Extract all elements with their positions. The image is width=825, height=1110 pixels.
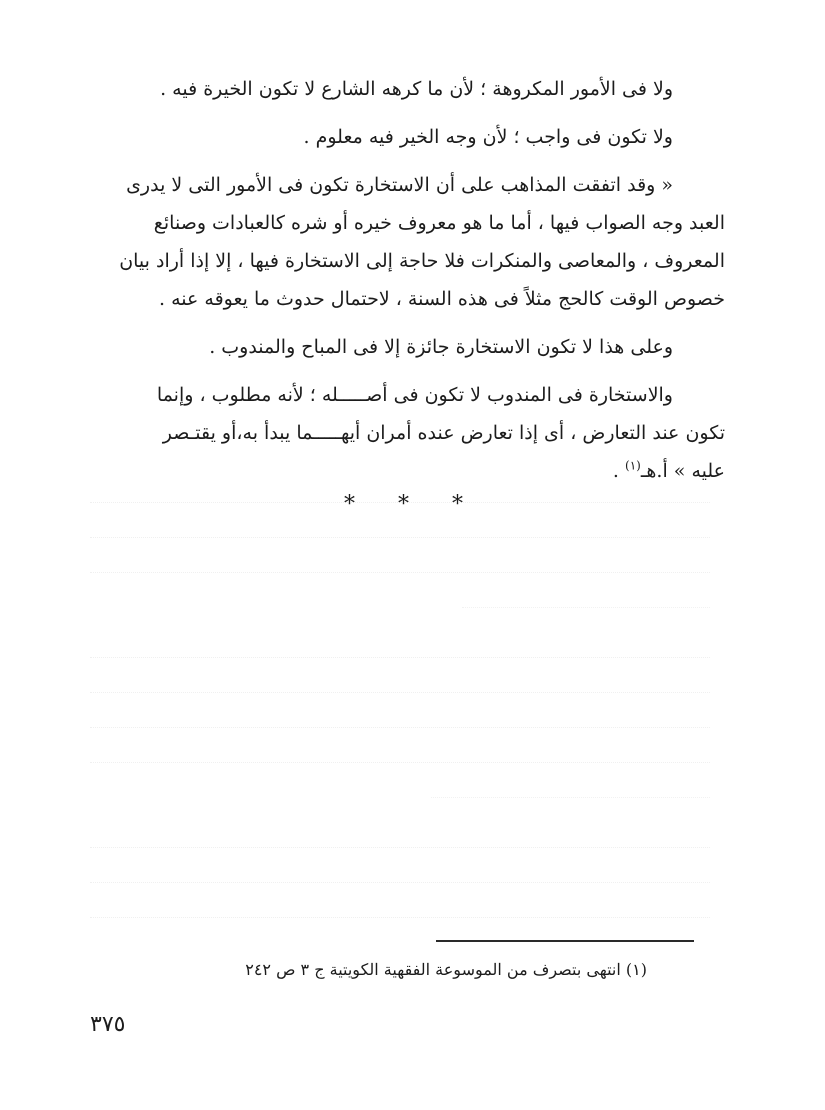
paragraph	[125, 376, 725, 490]
text-line: خصوص الوقت كالحج مثلاً فى هذه السنة ، لاحتمال حدوث ما يعوقه عنه .	[159, 288, 725, 310]
paragraph	[125, 118, 699, 156]
text-line: والاستخارة فى المندوب لا تكون فى أصـــــله ؛ لأنه مطلوب ، وإنما	[156, 384, 673, 406]
quote-paragraph	[119, 166, 725, 318]
bleed-through-texture	[90, 625, 710, 800]
paragraph	[125, 70, 699, 108]
footnote-divider	[436, 940, 694, 942]
paragraph	[125, 328, 699, 366]
text-line-end: عليه » أ.هـ	[640, 460, 725, 482]
text-line: ولا فى الأمور المكروهة ؛ لأن ما كرهه الشارع لا تكون الخيرة فيه .	[160, 78, 673, 100]
section-separator: * * *	[344, 492, 481, 517]
body-text	[119, 70, 725, 500]
text-line: المعروف ، والمعاصى والمنكرات فلا حاجة إلى الاستخارة فيها ، إلا إذا أراد بيان	[119, 250, 725, 272]
page-number: ٣٧٥	[90, 1012, 126, 1037]
text-line: وعلى هذا لا تكون الاستخارة جائزة إلا فى المباح والمندوب .	[209, 336, 673, 358]
bleed-through-texture	[90, 815, 710, 920]
footnote: (١) انتهى بتصرف من الموسوعة الفقهية الكويتية ج ٣ ص ٢٤٢	[245, 960, 647, 979]
text-line: العبد وجه الصواب فيها ، أما ما هو معروف خيره أو شره كالعبادات وصنائع	[153, 212, 725, 234]
text-line: تكون عند التعارض ، أى إذا تعارض عنده أمران أيهـــــما يبدأ به،أو يقتـصر	[162, 422, 725, 444]
footnote-reference[interactable]: (١)	[625, 458, 641, 473]
text-line	[125, 452, 725, 490]
period: .	[612, 460, 626, 482]
text-line: « وقد اتفقت المذاهب على أن الاستخارة تكون فى الأمور التى لا يدرى	[126, 174, 673, 196]
text-line: ولا تكون فى واجب ؛ لأن وجه الخير فيه معلوم .	[303, 126, 673, 148]
